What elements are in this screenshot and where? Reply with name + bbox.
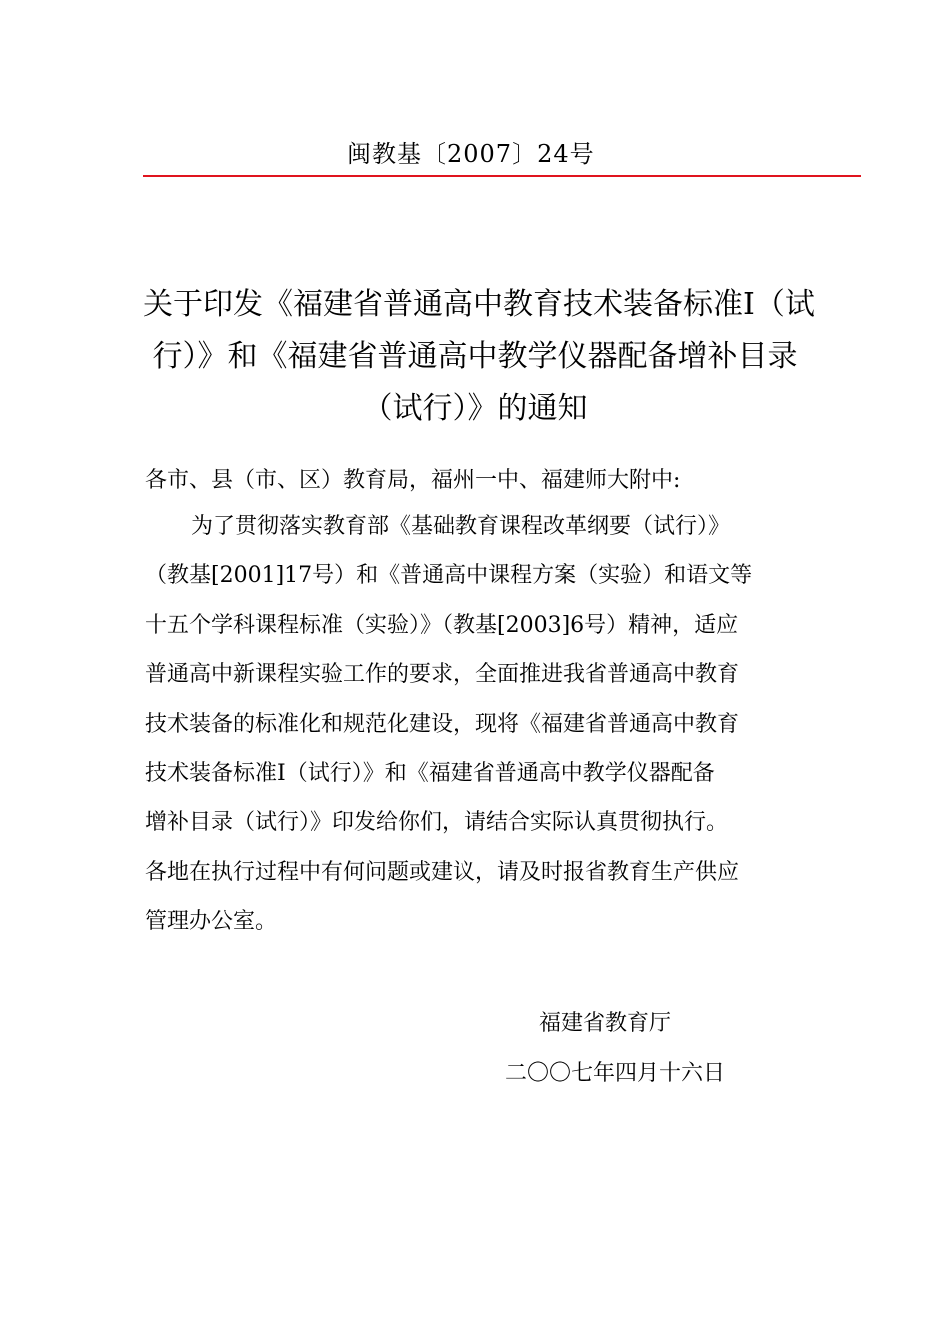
title-line-2: 行）》和《福建省普通高中教学仪器配备增补目录 <box>152 339 798 374</box>
title-line-1: 关于印发《福建省普通高中教育技术装备标准Ⅰ（试 <box>143 287 815 322</box>
issuer-name: 福建省教育厅 <box>539 1011 672 1036</box>
notice-body <box>145 509 752 954</box>
notice-title <box>143 279 815 435</box>
body-line-4: 普通高中新课程实验工作的要求，全面推进我省普通高中教育 <box>145 662 740 688</box>
body-line-3: 十五个学科课程标准（实验）》（教基[2003]6号）精神，适应 <box>145 612 739 638</box>
title-line-3: （试行）》的通知 <box>362 391 588 426</box>
body-line-7: 增补目录（试行）》印发给你们，请结合实际认真贯彻执行。 <box>145 810 729 836</box>
body-line-2: （教基[2001]17号）和《普通高中课程方案（实验）和语文等 <box>145 563 753 589</box>
addressee: 各市、县（市、区）教育局，福州一中、福建师大附中: <box>145 468 681 493</box>
body-line-6: 技术装备标准Ⅰ（试行）》和《福建省普通高中教学仪器配备 <box>145 760 715 786</box>
body-line-1: 为了贯彻落实教育部《基础教育课程改革纲要（试行）》 <box>191 514 731 539</box>
body-line-8: 各地在执行过程中有何问题或建议，请及时报省教育生产供应 <box>145 859 740 885</box>
body-line-5: 技术装备的标准化和规范化建设，现将《福建省普通高中教育 <box>145 711 740 737</box>
body-line-9: 管理办公室。 <box>145 909 278 935</box>
red-header-rule <box>143 175 861 177</box>
document-number: 闽教基〔2007〕24号 <box>347 140 595 168</box>
issue-date: 二〇〇七年四月十六日 <box>505 1061 726 1086</box>
